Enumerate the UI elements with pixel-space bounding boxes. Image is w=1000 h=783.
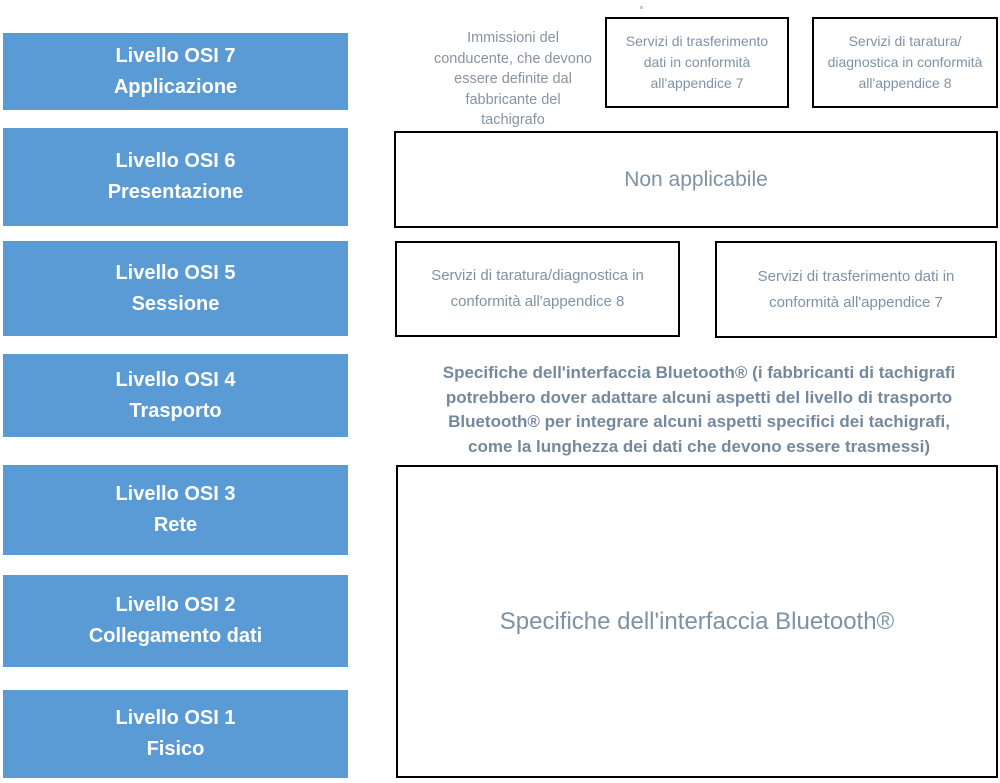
data-transfer-services-appendix7-line: dati in conformità [643, 54, 751, 70]
osi-layer-1-physical-box [3, 690, 348, 778]
osi-layer-3-line2: Rete [153, 514, 198, 536]
data-transfer-services-session-line: conformità all'appendice 7 [769, 293, 943, 311]
data-transfer-services-appendix7-line: all'appendice 7 [650, 75, 744, 91]
not-applicable-box [394, 131, 998, 228]
data-transfer-services-session-box [715, 241, 997, 338]
calibration-diagnostic-services-appendix8-line: all'appendice 8 [858, 75, 952, 91]
stray-mark [640, 6, 643, 9]
driver-input-note-line: conducente, che devono [433, 50, 592, 67]
osi-layer-4-line1: Livello OSI 4 [115, 368, 236, 391]
osi-layer-6-presentation-box [3, 128, 348, 226]
bluetooth-transport-note-line: potrebbero dover adattare alcuni aspetti del livello di trasporto [445, 387, 953, 407]
osi-layer-4-transport-box [3, 354, 348, 437]
calibration-diagnostic-services-appendix8-box [812, 17, 998, 108]
data-transfer-services-appendix7-box [605, 17, 789, 108]
osi-layer-5-session-box [3, 241, 348, 336]
bluetooth-interface-specs-box [396, 465, 998, 778]
osi-layer-2-datalink-box [3, 575, 348, 667]
calibration-diagnostic-services-appendix8-line: Servizi di taratura/ [848, 33, 962, 49]
bluetooth-transport-note [398, 361, 1000, 459]
not-applicable-label: Non applicabile [624, 167, 768, 191]
bluetooth-interface-specs-label: Specifiche dell'interfaccia Bluetooth® [499, 607, 895, 635]
osi-layer-6-line2: Presentazione [107, 181, 244, 203]
driver-input-note-line: fabbricante del [465, 91, 561, 108]
bluetooth-transport-note-line: come la lunghezza dei dati che devono essere trasmessi) [467, 436, 930, 456]
calibration-diagnostic-services-session-line: Servizi di taratura/diagnostica in [431, 267, 644, 284]
osi-layer-2-line2: Collegamento dati [88, 625, 263, 647]
driver-input-note-line: essere definite dal [454, 71, 572, 87]
osi-layer-3-line1: Livello OSI 3 [115, 483, 236, 505]
driver-input-note-line: Immissioni del [467, 30, 559, 46]
data-transfer-services-appendix7-line: Servizi di trasferimento [625, 33, 769, 49]
bluetooth-transport-note-line: Bluetooth® per integrare alcuni aspetti specifici dei tachigrafi, [448, 412, 950, 431]
calibration-diagnostic-services-session-line: conformità all'appendice 8 [450, 293, 625, 310]
data-transfer-services-session-line: Servizi di trasferimento dati in [757, 267, 955, 285]
calibration-diagnostic-services-session-box [395, 241, 680, 337]
osi-layer-5-line2: Sessione [131, 292, 220, 315]
osi-layer-1-line1: Livello OSI 1 [115, 707, 236, 729]
bluetooth-transport-note-line: Specifiche dell'interfaccia Bluetooth® (i fabbricanti di tachigrafi [442, 363, 956, 382]
osi-layer-7-line2: Applicazione [113, 75, 238, 98]
osi-layer-4-line2: Trasporto [129, 399, 222, 422]
osi-layer-3-network-box [3, 465, 348, 555]
driver-input-note-line: tachigrafo [481, 112, 545, 128]
driver-input-note [415, 28, 611, 131]
calibration-diagnostic-services-appendix8-line: diagnostica in conformità [827, 54, 983, 70]
osi-layer-6-line1: Livello OSI 6 [115, 150, 236, 172]
osi-layer-7-application-box [3, 33, 348, 110]
osi-layer-7-line1: Livello OSI 7 [115, 44, 236, 67]
osi-layer-5-line1: Livello OSI 5 [115, 261, 236, 284]
osi-layer-2-line1: Livello OSI 2 [115, 594, 236, 616]
osi-layer-1-line2: Fisico [146, 738, 205, 760]
